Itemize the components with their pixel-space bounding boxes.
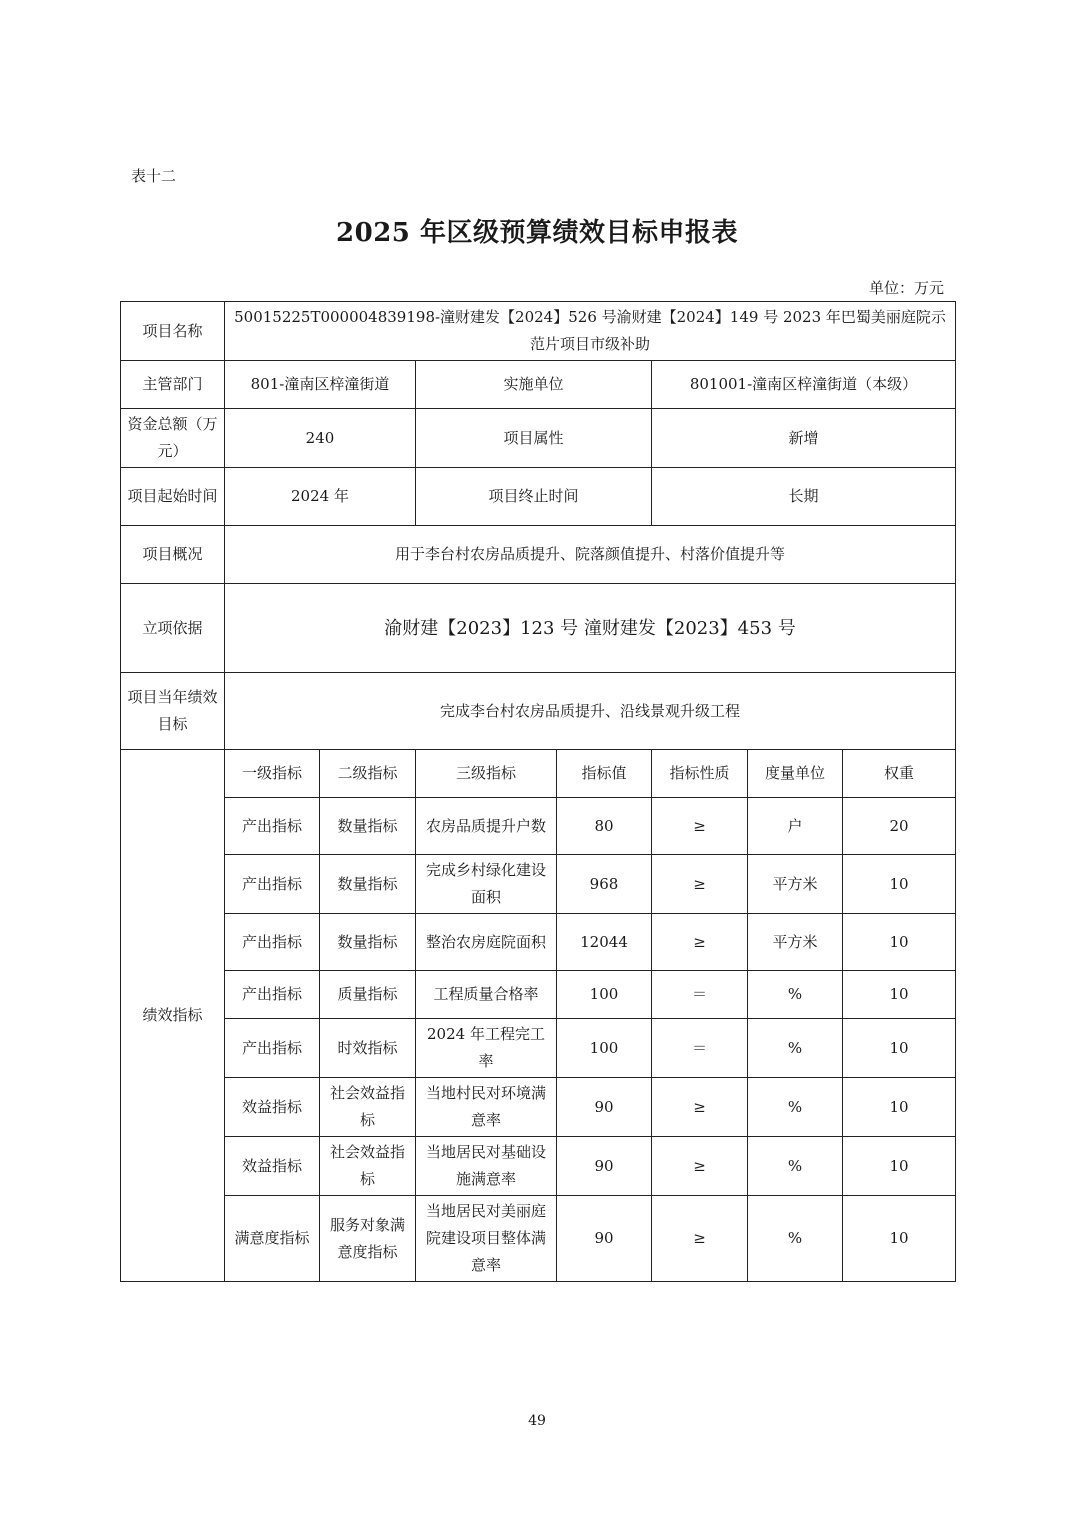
unit-cell: % bbox=[748, 1078, 843, 1137]
l3-cell: 2024 年工程完工率 bbox=[416, 1019, 557, 1078]
indicators-section-label: 绩效指标 bbox=[121, 750, 225, 1282]
l2-cell: 质量指标 bbox=[320, 971, 416, 1019]
l2-cell: 服务对象满意度指标 bbox=[320, 1196, 416, 1282]
weight-cell: 10 bbox=[843, 1137, 956, 1196]
value-cell: 90 bbox=[557, 1137, 652, 1196]
table-row bbox=[121, 1196, 956, 1282]
l3-cell: 工程质量合格率 bbox=[416, 971, 557, 1019]
unit-cell: % bbox=[748, 1137, 843, 1196]
header-l2: 二级指标 bbox=[320, 750, 416, 798]
attr-label: 项目属性 bbox=[416, 409, 652, 468]
l1-cell: 产出指标 bbox=[225, 1019, 320, 1078]
nature-cell: ＝ bbox=[652, 1019, 748, 1078]
l1-cell: 产出指标 bbox=[225, 971, 320, 1019]
table-row bbox=[121, 1137, 956, 1196]
l3-cell: 完成乡村绿化建设面积 bbox=[416, 855, 557, 914]
end-label: 项目终止时间 bbox=[416, 468, 652, 526]
value-cell: 80 bbox=[557, 798, 652, 855]
table-row bbox=[121, 1078, 956, 1137]
value-cell: 90 bbox=[557, 1078, 652, 1137]
l3-cell: 当地居民对基础设施满意率 bbox=[416, 1137, 557, 1196]
dept-label: 主管部门 bbox=[121, 361, 225, 409]
value-cell: 968 bbox=[557, 855, 652, 914]
unit-cell: 户 bbox=[748, 798, 843, 855]
dept-value: 801-潼南区梓潼街道 bbox=[225, 361, 416, 409]
project-name-value: 50015225T000004839198-潼财建发【2024】526 号渝财建【2024】149 号 2023 年巴蜀美丽庭院示范片项目市级补助 bbox=[225, 302, 956, 361]
l3-cell: 当地居民对美丽庭院建设项目整体满意率 bbox=[416, 1196, 557, 1282]
header-l1: 一级指标 bbox=[225, 750, 320, 798]
l2-cell: 社会效益指标 bbox=[320, 1137, 416, 1196]
l1-cell: 产出指标 bbox=[225, 798, 320, 855]
l1-cell: 产出指标 bbox=[225, 914, 320, 971]
nature-cell: ≥ bbox=[652, 798, 748, 855]
header-value: 指标值 bbox=[557, 750, 652, 798]
page-title: 2025 年区级预算绩效目标申报表 bbox=[336, 218, 738, 248]
l1-cell: 产出指标 bbox=[225, 855, 320, 914]
table-row bbox=[121, 1019, 956, 1078]
start-label: 项目起始时间 bbox=[121, 468, 225, 526]
l2-cell: 数量指标 bbox=[320, 855, 416, 914]
project-name-label: 项目名称 bbox=[121, 302, 225, 361]
l1-cell: 满意度指标 bbox=[225, 1196, 320, 1282]
weight-cell: 10 bbox=[843, 1196, 956, 1282]
table-row bbox=[121, 971, 956, 1019]
value-cell: 12044 bbox=[557, 914, 652, 971]
unit-cell: % bbox=[748, 1019, 843, 1078]
weight-cell: 10 bbox=[843, 855, 956, 914]
l1-cell: 效益指标 bbox=[225, 1078, 320, 1137]
impl-label: 实施单位 bbox=[416, 361, 652, 409]
weight-cell: 20 bbox=[843, 798, 956, 855]
weight-cell: 10 bbox=[843, 971, 956, 1019]
nature-cell: ＝ bbox=[652, 971, 748, 1019]
page-number: 49 bbox=[528, 1413, 546, 1429]
attr-value: 新增 bbox=[652, 409, 956, 468]
l2-cell: 社会效益指标 bbox=[320, 1078, 416, 1137]
l1-cell: 效益指标 bbox=[225, 1137, 320, 1196]
l3-cell: 农房品质提升户数 bbox=[416, 798, 557, 855]
table-label: 表十二 bbox=[131, 167, 177, 185]
overview-value: 用于李台村农房品质提升、院落颜值提升、村落价值提升等 bbox=[225, 526, 956, 584]
l3-cell: 整治农房庭院面积 bbox=[416, 914, 557, 971]
unit-cell: 平方米 bbox=[748, 914, 843, 971]
budget-table bbox=[120, 301, 956, 1282]
impl-value: 801001-潼南区梓潼街道（本级） bbox=[652, 361, 956, 409]
header-unit: 度量单位 bbox=[748, 750, 843, 798]
value-cell: 100 bbox=[557, 1019, 652, 1078]
unit-label: 单位：万元 bbox=[868, 279, 944, 297]
unit-cell: % bbox=[748, 1196, 843, 1282]
nature-cell: ≥ bbox=[652, 855, 748, 914]
nature-cell: ≥ bbox=[652, 1196, 748, 1282]
l2-cell: 时效指标 bbox=[320, 1019, 416, 1078]
header-nature: 指标性质 bbox=[652, 750, 748, 798]
l3-cell: 当地村民对环境满意率 bbox=[416, 1078, 557, 1137]
end-value: 长期 bbox=[652, 468, 956, 526]
l2-cell: 数量指标 bbox=[320, 798, 416, 855]
unit-cell: 平方米 bbox=[748, 855, 843, 914]
weight-cell: 10 bbox=[843, 914, 956, 971]
l2-cell: 数量指标 bbox=[320, 914, 416, 971]
nature-cell: ≥ bbox=[652, 914, 748, 971]
goal-label: 项目当年绩效目标 bbox=[121, 673, 225, 750]
fund-value: 240 bbox=[225, 409, 416, 468]
unit-cell: % bbox=[748, 971, 843, 1019]
overview-label: 项目概况 bbox=[121, 526, 225, 584]
value-cell: 90 bbox=[557, 1196, 652, 1282]
basis-label: 立项依据 bbox=[121, 584, 225, 673]
fund-label: 资金总额（万元） bbox=[121, 409, 225, 468]
nature-cell: ≥ bbox=[652, 1078, 748, 1137]
weight-cell: 10 bbox=[843, 1078, 956, 1137]
start-value: 2024 年 bbox=[225, 468, 416, 526]
weight-cell: 10 bbox=[843, 1019, 956, 1078]
value-cell: 100 bbox=[557, 971, 652, 1019]
header-weight: 权重 bbox=[843, 750, 956, 798]
basis-value: 渝财建【2023】123 号 潼财建发【2023】453 号 bbox=[225, 584, 956, 673]
table-row bbox=[121, 914, 956, 971]
goal-value: 完成李台村农房品质提升、沿线景观升级工程 bbox=[225, 673, 956, 750]
nature-cell: ≥ bbox=[652, 1137, 748, 1196]
table-row bbox=[121, 798, 956, 855]
table-row bbox=[121, 855, 956, 914]
header-l3: 三级指标 bbox=[416, 750, 557, 798]
